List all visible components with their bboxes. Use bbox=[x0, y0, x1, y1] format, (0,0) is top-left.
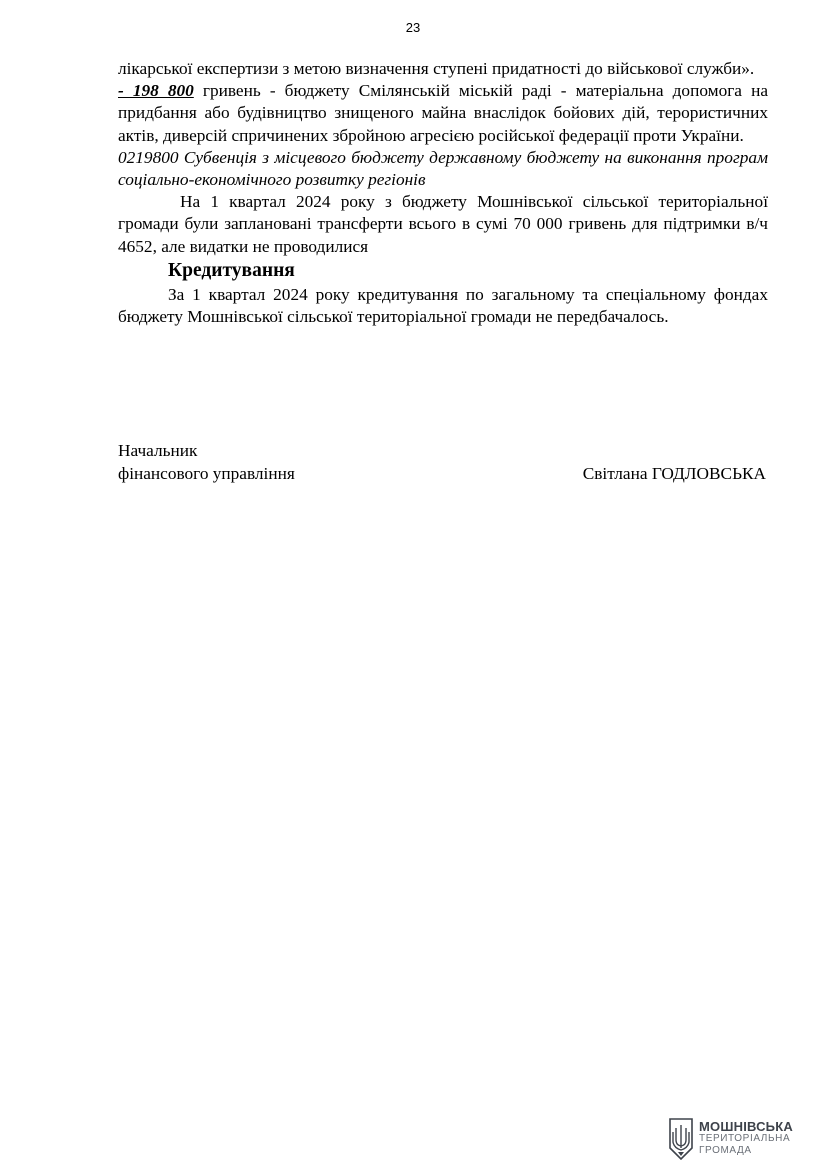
watermark-line-1: МОШНІВСЬКА bbox=[699, 1119, 793, 1134]
signature-block bbox=[118, 440, 766, 485]
signatory-name: Світлана ГОДЛОВСЬКА bbox=[582, 463, 766, 483]
community-logo-watermark bbox=[668, 1116, 818, 1162]
watermark-line-3: ГРОМАДА bbox=[699, 1145, 752, 1156]
watermark-line-2: ТЕРИТОРІАЛЬНА bbox=[699, 1133, 791, 1144]
paragraph-planned-transfers: На 1 квартал 2024 року з бюджету Мошнівської сільської територіальної громади були заплановані трансферти всього в сумі 70 000 гривень для підтримки в/ч 4652, але видатки не проводилися bbox=[118, 192, 768, 256]
page-number: 23 bbox=[405, 20, 421, 35]
paragraph-crediting: За 1 квартал 2024 року кредитування по загальному та спеціальному фондах бюджету Мошнівської сільської територіальної громади не передбачалось. bbox=[118, 284, 768, 327]
signatory-position-line1: Начальник bbox=[118, 441, 198, 460]
signatory-position-line2: фінансового управління bbox=[118, 463, 295, 483]
transfer-amount: - 198 800 bbox=[118, 81, 194, 101]
transfer-description: гривень - бюджету Смілянській міській раді - матеріальна допомога на придбання або будівництво знищеного майна внаслідок бойових дій, терористичних актів, диверсій спричинених збройною агресією російської федерації проти України. bbox=[118, 81, 768, 145]
trident-icon bbox=[668, 1118, 694, 1160]
paragraph-subvention-code: 0219800 Субвенція з місцевого бюджету державному бюджету на виконання програм соціально-економічного розвитку регіонів bbox=[118, 147, 768, 190]
section-heading-crediting: Кредитування bbox=[168, 259, 295, 281]
paragraph-transfer-smila bbox=[118, 80, 768, 147]
paragraph-continuation: лікарської експертизи з метою визначення ступені придатності до військової служби». bbox=[118, 59, 755, 78]
document-body bbox=[118, 58, 768, 328]
